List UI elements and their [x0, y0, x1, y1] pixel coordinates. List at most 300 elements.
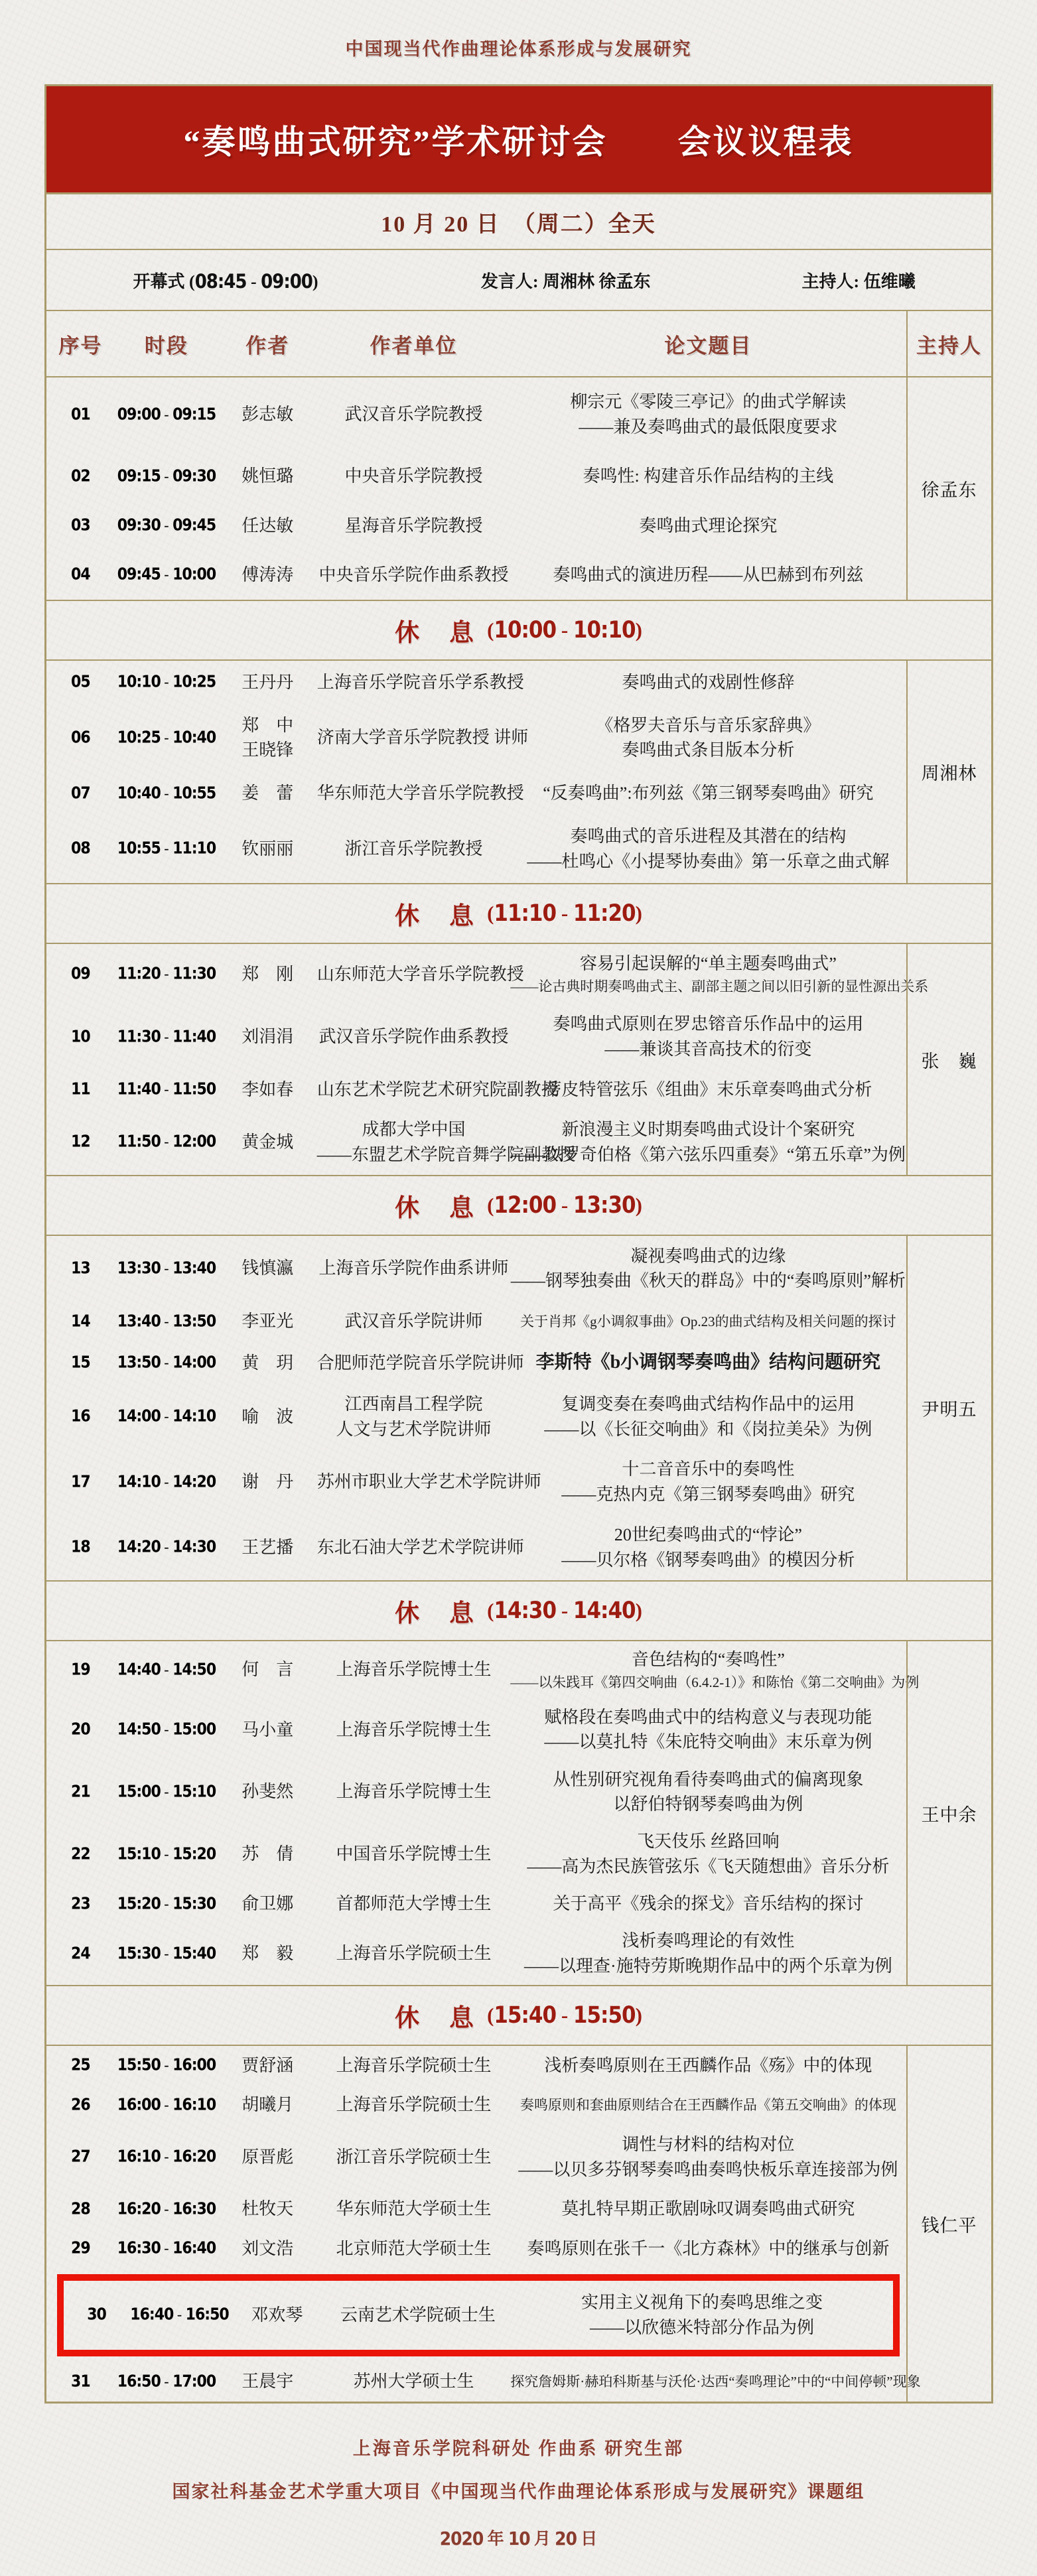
paper-no: 10 [71, 1028, 90, 1047]
title-line: 调性与材料的结构对位 [622, 2134, 795, 2154]
title-line: ——以贝多芬钢琴奏鸣曲奏鸣快板乐章连接部为例 [518, 2159, 898, 2179]
paper-title [510, 1457, 906, 1507]
paper-no: 26 [71, 2096, 90, 2115]
break-time: (12:00 - 13:30) [487, 1191, 642, 1219]
paper-author [218, 2197, 317, 2222]
paper-author [218, 1256, 317, 1281]
text-line: 谢 丹 [242, 1472, 294, 1492]
break-time: (10:00 - 10:10) [487, 616, 642, 644]
paper-row [46, 2232, 906, 2266]
footer-date: 2020 年 10 月 20 日 [439, 2528, 598, 2549]
paper-row [46, 460, 906, 493]
text-line: 北京师范大学硕士生 [336, 2238, 492, 2258]
paper-time: 11:50 - 12:00 [117, 1132, 216, 1152]
paper-row [46, 2193, 906, 2226]
break-row [46, 1176, 991, 1236]
paper-time: 11:20 - 11:30 [117, 965, 216, 984]
title-line: 复调变奏在奏鸣曲式结构作品中的运用 [561, 1394, 855, 1414]
paper-org [316, 1077, 559, 1103]
paper-row [46, 1073, 906, 1107]
text-line: 邓欢琴 [251, 2305, 303, 2325]
paper-no: 02 [71, 467, 90, 486]
paper-title [510, 1012, 906, 1061]
paper-no: 23 [71, 1895, 90, 1914]
paper-row [46, 1388, 906, 1446]
agenda-blocks [46, 377, 991, 2402]
header-no: 序号 [58, 334, 103, 358]
session-rows [46, 661, 906, 883]
paper-row [46, 1825, 906, 1883]
title-line: 关于高平《残余的探戈》音乐结构的探讨 [553, 1894, 864, 1914]
text-line: 刘涓涓 [242, 1027, 294, 1047]
paper-title [510, 1349, 906, 1377]
paper-title [510, 824, 906, 874]
header-time: 时段 [144, 334, 188, 358]
text-line: 姜 蕾 [242, 783, 294, 803]
paper-no: 19 [71, 1661, 90, 1680]
paper-time: 10:55 - 11:10 [117, 839, 216, 858]
footer-project: 国家社科基金艺术学重大项目《中国现当代作曲理论体系形成与发展研究》课题组 [172, 2482, 865, 2502]
paper-row [46, 1240, 906, 1298]
header-host: 主持人 [906, 311, 991, 376]
opening-speakers: 发言人: 周湘林 徐孟东 [480, 271, 651, 291]
break-time: (14:30 - 14:40) [487, 1597, 642, 1625]
text-line: 华东师范大学音乐学院教授 [316, 783, 524, 803]
paper-title [510, 2053, 906, 2078]
text-line: 钱慎瀛 [242, 1258, 294, 1278]
title-line: 浅析奏鸣理论的有效性 [622, 1931, 795, 1951]
paper-no: 13 [71, 1259, 90, 1278]
paper-time: 11:30 - 11:40 [117, 1028, 216, 1047]
title-line: 以舒伯特钢琴奏鸣曲为例 [613, 1795, 803, 1814]
paper-author [218, 2092, 317, 2118]
host-name: 尹明五 [921, 1400, 977, 1420]
text-line: 王晓锋 [242, 740, 294, 760]
paper-row [46, 385, 906, 443]
host-name: 周湘林 [921, 764, 977, 783]
header-author: 作者 [245, 334, 290, 358]
paper-org [317, 513, 511, 539]
text-line: 浙江音乐学院硕士生 [336, 2147, 492, 2167]
session-block [46, 1236, 991, 1582]
paper-no: 06 [71, 728, 90, 748]
paper-row [46, 1345, 906, 1381]
text-line: 苏州市职业大学艺术学院讲师 [316, 1472, 541, 1492]
session-block [46, 661, 991, 884]
paper-org [317, 1309, 511, 1334]
title-line: ——以莫扎特《朱庇特交响曲》末乐章为例 [544, 1732, 872, 1752]
text-line: 孙斐然 [242, 1782, 294, 1802]
paper-author [218, 1842, 317, 1867]
title-line: ——以《长征交响曲》和《岗拉美朵》为例 [544, 1419, 872, 1439]
paper-time: 16:50 - 17:00 [117, 2372, 216, 2392]
paper-row [46, 1887, 906, 1921]
paper-org [317, 1392, 511, 1442]
paper-author [218, 1351, 317, 1376]
paper-no: 14 [71, 1312, 90, 1331]
paper-time: 14:10 - 14:20 [117, 1473, 216, 1492]
paper-time: 13:40 - 13:50 [117, 1312, 216, 1331]
session-block [46, 944, 991, 1176]
text-line: 黄金城 [242, 1132, 294, 1152]
title-line: ——以朱践耳《第四交响曲（6.4.2-1）》和陈怡《第二交响曲》为例 [510, 1674, 920, 1690]
break-label: 休 息 [395, 903, 477, 930]
table-header-row [46, 311, 991, 377]
session-block [46, 377, 991, 601]
text-line: 人文与艺术学院讲师 [336, 1419, 492, 1439]
text-line: 济南大学音乐学院教授 讲师 [316, 728, 529, 748]
paper-time: 14:50 - 15:00 [117, 1720, 216, 1739]
paper-title [510, 1244, 906, 1294]
title-line: 奏鸣曲式条目版本分析 [622, 740, 795, 760]
session-rows [46, 377, 906, 600]
paper-time: 09:45 - 10:00 [117, 565, 216, 584]
text-line: 成都大学中国 [362, 1120, 466, 1140]
paper-title [510, 951, 929, 996]
paper-title [510, 1077, 906, 1103]
paper-no: 01 [71, 405, 90, 424]
break-row [46, 1582, 991, 1641]
text-line: 上海音乐学院硕士生 [336, 2095, 492, 2115]
paper-no: 15 [71, 1353, 90, 1373]
paper-time: 14:20 - 14:30 [117, 1538, 216, 1557]
paper-no: 25 [71, 2056, 90, 2075]
break-time: (11:10 - 11:20) [487, 900, 642, 927]
text-line: ——东盟艺术学院音舞学院副教授 [316, 1144, 576, 1164]
break-label: 休 息 [395, 2005, 477, 2032]
text-line: 华东师范大学硕士生 [336, 2199, 492, 2219]
text-line: 俞卫娜 [242, 1894, 294, 1914]
title-line: 关于肖邦《g小调叙事曲》Op.23的曲式结构及相关问题的探讨 [520, 1313, 896, 1329]
title-line: 容易引起误解的“单主题奏鸣曲式” [579, 954, 837, 974]
paper-no: 07 [71, 783, 90, 803]
text-line: 中央音乐学院教授 [344, 466, 483, 486]
agenda-table [44, 84, 993, 2404]
title-line: 飞天伎乐 丝路回响 [637, 1832, 780, 1852]
paper-org [316, 781, 524, 806]
paper-org [316, 670, 524, 695]
paper-no: 17 [71, 1473, 90, 1492]
paper-org [316, 1469, 541, 1495]
title-line: ——兼谈其音高技术的衍变 [604, 1040, 812, 1059]
title-line: ——高为杰民族管弦乐《飞天随想曲》音乐分析 [527, 1857, 890, 1877]
table-header-left [46, 311, 906, 376]
paper-title [510, 2132, 906, 2182]
paper-org [316, 725, 529, 750]
paper-title [510, 563, 906, 588]
paper-title [510, 1929, 906, 1978]
text-line: 上海音乐学院作曲系讲师 [318, 1258, 509, 1278]
text-line: 彭志敏 [242, 405, 294, 425]
paper-org [317, 2053, 511, 2078]
paper-row [46, 1925, 906, 1982]
paper-row [46, 1519, 906, 1576]
paper-title [510, 389, 906, 439]
text-line: 山东艺术学院艺术研究院副教授 [316, 1079, 559, 1099]
paper-time: 10:25 - 10:40 [117, 728, 216, 748]
paper-title [510, 1767, 906, 1817]
text-line: 杜牧天 [242, 2199, 294, 2219]
opening-label-text: 开幕式 [133, 271, 185, 291]
text-line: 傅涛涛 [242, 565, 294, 584]
paper-row [46, 820, 906, 878]
title-line: 奏鸣曲式的演进历程——从巴赫到布列兹 [553, 565, 864, 584]
title-line: 凝视奏鸣曲式的边缘 [630, 1246, 786, 1266]
text-line: 中国音乐学院博士生 [336, 1844, 492, 1864]
break-label: 休 息 [395, 620, 477, 647]
text-line: 黄 玥 [242, 1353, 294, 1373]
text-line: 星海音乐学院教授 [344, 515, 483, 535]
paper-author [218, 781, 317, 806]
paper-time: 16:40 - 16:50 [130, 2305, 229, 2325]
paper-org [317, 837, 511, 862]
paper-org [317, 2092, 511, 2118]
paper-row [46, 2128, 906, 2186]
paper-row [46, 1305, 906, 1338]
title-line: 赋格段在奏鸣曲式中的结构意义与表现功能 [544, 1707, 872, 1727]
paper-author [218, 1404, 317, 1430]
paper-author [218, 670, 317, 695]
opening-label [46, 268, 405, 293]
paper-org [317, 1718, 511, 1743]
paper-org [317, 2369, 511, 2394]
paper-time: 16:10 - 16:20 [117, 2147, 216, 2167]
paper-title [510, 1312, 906, 1331]
title-line: ——贝尔格《钢琴奏鸣曲》的模因分析 [561, 1550, 855, 1570]
project-title: 中国现当代作曲理论体系形成与发展研究 [345, 39, 692, 59]
paper-time: 11:40 - 11:50 [117, 1080, 216, 1099]
text-line: 东北石油大学艺术学院讲师 [316, 1537, 524, 1557]
paper-time: 15:10 - 15:20 [117, 1845, 216, 1864]
text-line: 上海音乐学院硕士生 [336, 1944, 492, 1964]
paper-time: 09:30 - 09:45 [117, 516, 216, 535]
paper-no: 22 [71, 1845, 90, 1864]
paper-no: 09 [71, 965, 90, 984]
date-line: 10 月 20 日 （周二）全天 [46, 194, 991, 250]
break-row [46, 884, 991, 944]
paper-no: 18 [71, 1538, 90, 1557]
paper-org [324, 2303, 511, 2328]
title-line: 音色结构的“奏鸣性” [631, 1650, 785, 1670]
paper-title [510, 2197, 906, 2222]
title-line: ——克热内克《第三钢琴奏鸣曲》研究 [561, 1485, 855, 1505]
paper-org [317, 1842, 511, 1867]
text-line: 李亚光 [242, 1312, 294, 1331]
footer [0, 2434, 1037, 2576]
paper-author [218, 563, 317, 588]
paper-author [218, 1130, 317, 1155]
paper-no: 16 [71, 1407, 90, 1426]
text-line: 云南艺术学院硕士生 [340, 2305, 496, 2325]
text-line: 原晋彪 [242, 2147, 294, 2167]
text-line: 首都师范大学博士生 [336, 1894, 492, 1914]
paper-title [510, 781, 906, 806]
title-line: 实用主义视角下的奏鸣思维之变 [581, 2293, 823, 2313]
text-line: 苏 倩 [242, 1844, 294, 1864]
paper-author [218, 1024, 317, 1050]
paper-title [510, 1647, 920, 1692]
paper-author [218, 713, 317, 763]
paper-row [57, 2274, 900, 2356]
paper-org [316, 1535, 524, 1560]
paper-author [218, 2145, 317, 2170]
break-row [46, 601, 991, 661]
title-line: 探究詹姆斯·赫珀科斯基与沃伦·达西“奏鸣理论”中的“中间停顿”现象 [510, 2374, 921, 2390]
paper-org [316, 1117, 576, 1167]
text-line: 苏州大学硕士生 [353, 2372, 474, 2392]
host-name: 王中余 [921, 1804, 977, 1825]
paper-time: 16:30 - 16:40 [117, 2239, 216, 2258]
paper-row [46, 2049, 906, 2082]
session-block [46, 1641, 991, 1986]
text-line: 刘文浩 [242, 2238, 294, 2258]
paper-org [317, 402, 511, 427]
paper-org [316, 962, 524, 987]
paper-author [218, 402, 317, 427]
break-row [46, 1986, 991, 2046]
paper-no: 20 [71, 1720, 90, 1739]
title-line: 奏鸣性: 构建音乐作品结构的主线 [583, 466, 834, 486]
text-line: 胡曦月 [242, 2095, 294, 2115]
paper-org [316, 1351, 524, 1376]
opening-time: (08:45 - 09:00) [189, 270, 318, 293]
session-rows [46, 1641, 920, 1985]
session-host [906, 1236, 991, 1580]
paper-author [218, 1891, 317, 1917]
paper-time: 10:10 - 10:25 [117, 673, 216, 692]
paper-author [218, 1535, 317, 1560]
title-line: ——兼及奏鸣曲式的最低限度要求 [579, 417, 838, 437]
paper-org [317, 2236, 511, 2262]
paper-row [46, 2088, 906, 2122]
paper-row [46, 1763, 906, 1821]
title-line: ——以理查·施特劳斯晚期作品中的两个乐章为例 [524, 1956, 892, 1976]
paper-org [317, 1256, 511, 1281]
text-line: 上海音乐学院硕士生 [336, 2055, 492, 2075]
paper-no: 31 [71, 2372, 90, 2392]
text-line: 江西南昌工程学院 [344, 1394, 483, 1414]
paper-no: 28 [71, 2199, 90, 2218]
session-host [906, 2046, 991, 2402]
session-host [906, 661, 991, 883]
paper-author [218, 464, 317, 489]
paper-no: 21 [71, 1783, 90, 1802]
paper-time: 15:00 - 15:10 [117, 1783, 216, 1802]
paper-org [317, 1941, 511, 1966]
title-line: ——以罗奇伯格《第六弦乐四重奏》“第五乐章”为例 [510, 1144, 906, 1164]
title-line: 《格罗夫音乐与音乐家辞典》 [596, 715, 821, 735]
paper-title [510, 2372, 921, 2392]
paper-title [510, 2095, 906, 2115]
paper-author [218, 1779, 317, 1804]
paper-row [46, 1701, 906, 1759]
text-line: 郑 中 [242, 715, 294, 735]
title-line: 奏鸣曲式的音乐进程及其潜在的结构 [570, 827, 847, 847]
session-block [46, 2046, 991, 2402]
session-host [906, 944, 991, 1175]
title-line: ——杜鸣心《小提琴协奏曲》第一乐章之曲式解 [527, 851, 890, 871]
opening-host: 主持人: 伍维曦 [801, 271, 916, 291]
break-label: 休 息 [395, 1195, 477, 1222]
title-line: 奏鸣原则在张千一《北方森林》中的继承与创新 [527, 2238, 890, 2258]
paper-no: 05 [71, 673, 90, 692]
title-line: 蒂皮特管弦乐《组曲》末乐章奏鸣曲式分析 [544, 1079, 872, 1099]
paper-org [317, 2197, 511, 2222]
paper-no: 27 [71, 2147, 90, 2167]
paper-org [317, 1024, 511, 1050]
paper-title [510, 1705, 906, 1755]
text-line: 武汉音乐学院教授 [344, 405, 483, 425]
text-line: 任达敏 [242, 515, 294, 535]
paper-no: 08 [71, 839, 90, 858]
text-line: 郑 毅 [242, 1944, 294, 1964]
break-time: (15:40 - 15:50) [487, 2001, 642, 2029]
text-line: 浙江音乐学院教授 [344, 839, 483, 858]
paper-org [317, 563, 511, 588]
title-line: 李斯特《b小调钢琴奏鸣曲》结构问题研究 [535, 1352, 881, 1373]
paper-title [510, 1392, 906, 1442]
paper-title [510, 1891, 906, 1917]
paper-author [218, 2369, 317, 2394]
paper-row [46, 509, 906, 543]
paper-author [218, 1718, 317, 1743]
paper-no: 11 [71, 1080, 90, 1099]
paper-time: 09:15 - 09:30 [117, 467, 216, 486]
paper-author [218, 2236, 317, 2262]
paper-time: 14:00 - 14:10 [117, 1407, 216, 1426]
session-rows [46, 2046, 921, 2402]
paper-time: 10:40 - 10:55 [117, 783, 216, 803]
paper-time: 14:40 - 14:50 [117, 1661, 216, 1680]
paper-row [46, 1453, 906, 1511]
paper-time: 13:30 - 13:40 [117, 1259, 216, 1278]
text-line: 上海音乐学院博士生 [336, 1660, 492, 1680]
text-line: 上海音乐学院博士生 [336, 1720, 492, 1739]
title-line: 柳宗元《零陵三亭记》的曲式学解读 [570, 392, 847, 412]
paper-author [218, 1077, 317, 1103]
text-line: 姚恒璐 [242, 466, 294, 486]
paper-no: 24 [71, 1944, 90, 1964]
host-name: 徐孟东 [921, 480, 977, 500]
paper-author [218, 513, 317, 539]
paper-title [510, 713, 906, 763]
paper-row [46, 666, 906, 699]
paper-title [510, 670, 906, 695]
paper-time: 15:20 - 15:30 [117, 1895, 216, 1914]
paper-no: 30 [87, 2305, 106, 2325]
paper-row [46, 709, 906, 767]
opening-row [46, 250, 991, 311]
text-line: 何 言 [242, 1660, 294, 1680]
paper-no: 12 [71, 1132, 90, 1152]
title-line: 从性别研究视角看待奏鸣曲式的偏离现象 [553, 1769, 864, 1789]
title-line: ——论古典时期奏鸣曲式主、副部主题之间以旧引新的显性源出关系 [510, 979, 929, 995]
paper-time: 15:50 - 16:00 [117, 2056, 216, 2075]
title-line: 奏鸣曲式原则在罗忠镕音乐作品中的运用 [553, 1014, 864, 1034]
text-line: 贾舒涵 [242, 2055, 294, 2075]
paper-row [46, 2365, 921, 2398]
footer-organizers: 上海音乐学院科研处 作曲系 研究生部 [352, 2439, 685, 2459]
paper-time: 16:00 - 16:10 [117, 2096, 216, 2115]
paper-row [46, 1643, 920, 1696]
host-name: 钱仁平 [921, 2215, 977, 2236]
break-label: 休 息 [395, 1600, 477, 1627]
session-rows [46, 944, 929, 1175]
host-name: 张 巍 [921, 1051, 977, 1071]
paper-no: 03 [71, 516, 90, 535]
paper-author [218, 1941, 317, 1966]
paper-title [510, 2236, 906, 2262]
